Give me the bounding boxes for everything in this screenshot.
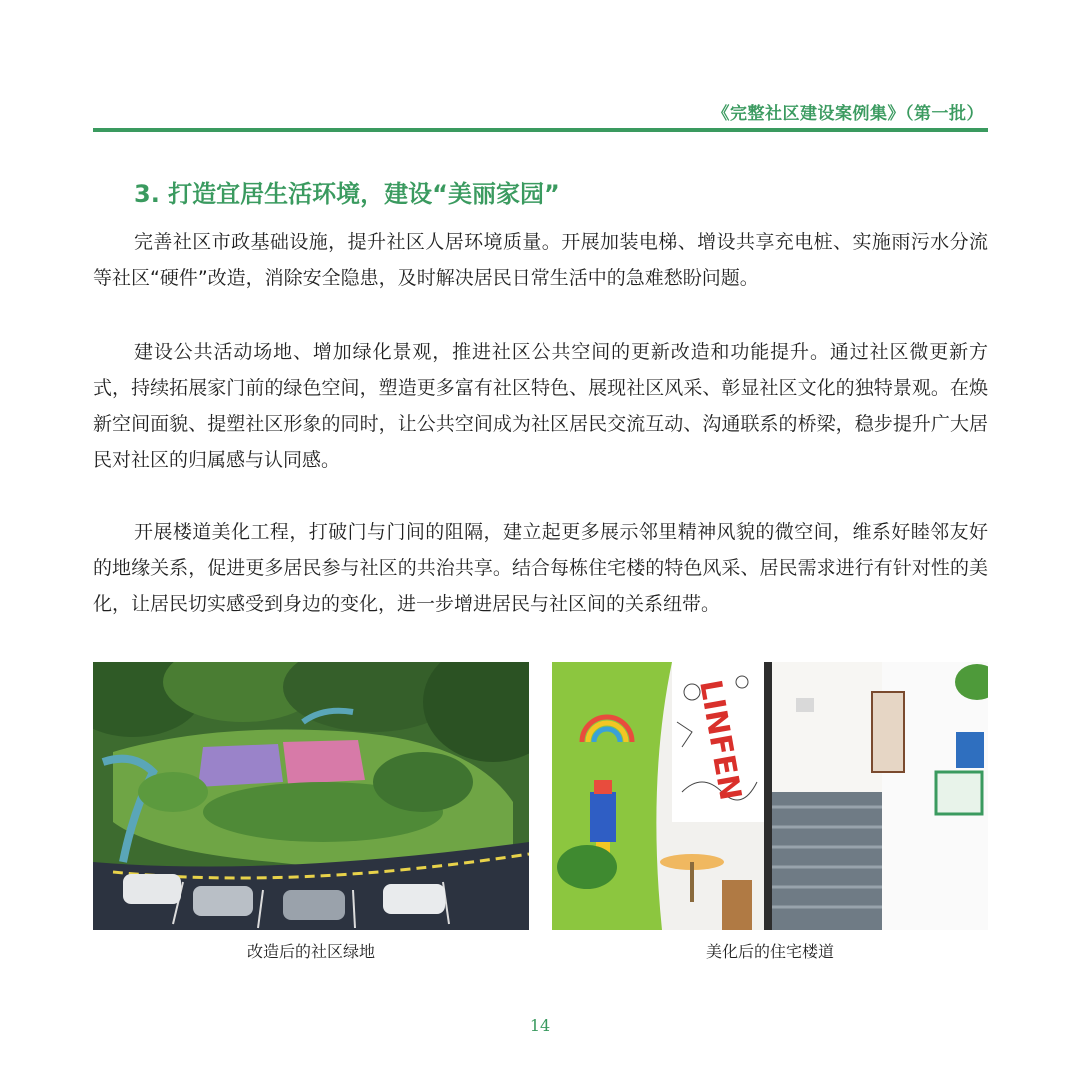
header-rule [93, 128, 988, 132]
paragraph-2: 建设公共活动场地、增加绿化景观，推进社区公共空间的更新改造和功能提升。通过社区微更新方式，持续拓展家门前的绿色空间，塑造更多富有社区特色、展现社区风采、彰显社区文化的独特景观。在焕新空间面貌、提塑社区形象的同时，让公共空间成为社区居民交流互动、沟通联系的桥梁，稳步提升广大居民对社区的归属感与认同感。 [93, 341, 988, 471]
section-title: 3. 打造宜居生活环境，建设“美丽家园” [134, 180, 560, 208]
photo-stairwell [552, 662, 988, 930]
paragraph-1: 完善社区市政基础设施，提升社区人居环境质量。开展加装电梯、增设共享充电桩、实施雨污水分流等社区“硬件”改造，消除安全隐患，及时解决居民日常生活中的急难愁盼问题。 [93, 231, 988, 289]
photo-community-green-space [93, 662, 529, 930]
paragraph-3: 开展楼道美化工程，打破门与门间的阻隔，建立起更多展示邻里精神风貌的微空间，维系好睦邻友好的地缘关系，促进更多居民参与社区的共治共享。结合每栋住宅楼的特色风采、居民需求进行有针对性的美化，让居民切实感受到身边的变化，进一步增进居民与社区间的关系纽带。 [93, 521, 988, 615]
wall-lettering: LINFEN [692, 677, 748, 804]
header-title: 《完整社区建设案例集》（第一批） [712, 104, 984, 124]
caption-community-green-space: 改造后的社区绿地 [246, 942, 375, 961]
caption-stairwell: 美化后的住宅楼道 [705, 942, 834, 961]
page-number: 14 [529, 1016, 551, 1035]
